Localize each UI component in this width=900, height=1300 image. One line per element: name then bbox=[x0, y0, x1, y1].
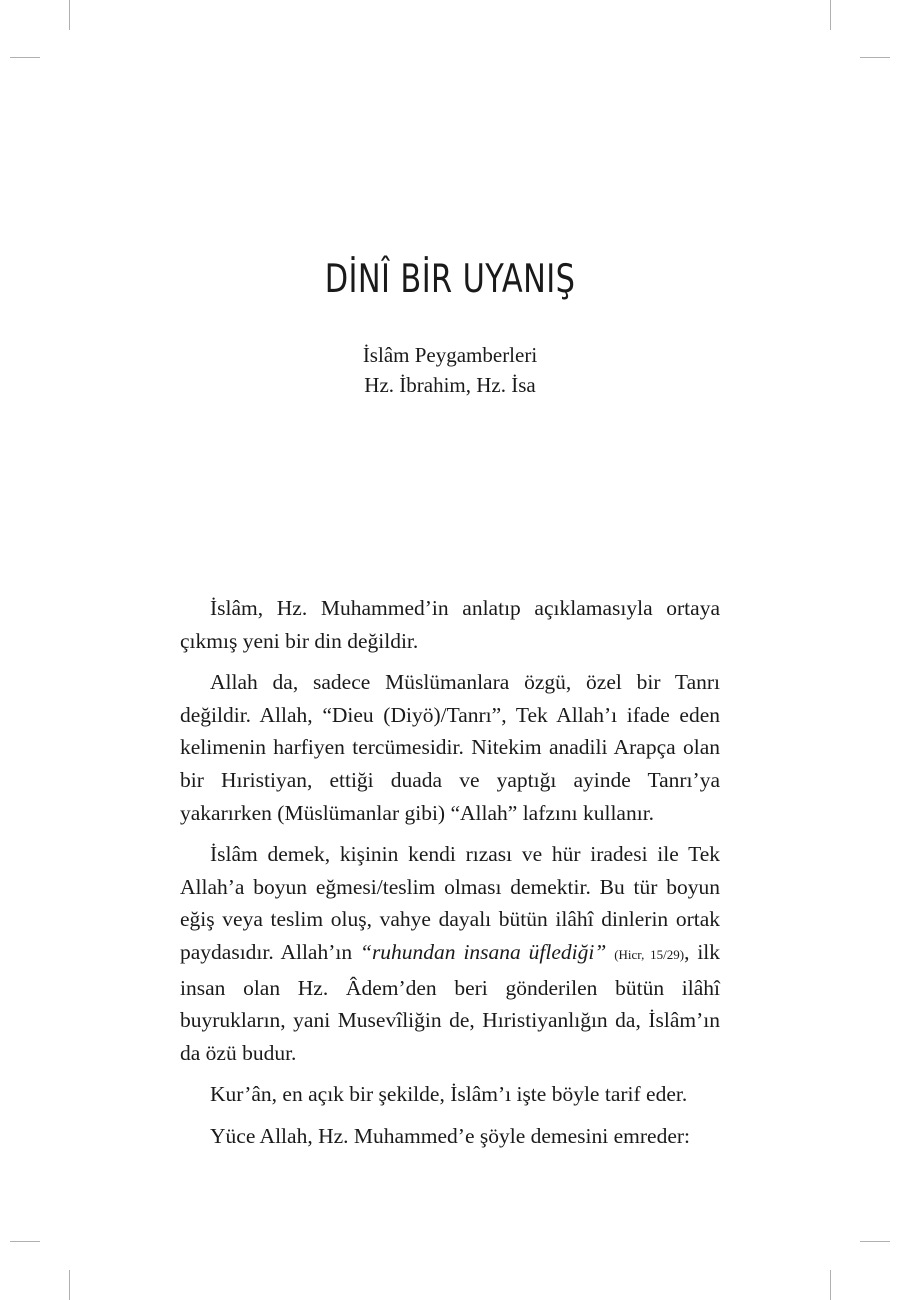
chapter-subtitle bbox=[0, 340, 900, 400]
crop-mark-bottom-left bbox=[69, 1270, 70, 1300]
paragraph-3 bbox=[180, 838, 720, 1069]
paragraph-5: Yüce Allah, Hz. Muhammed’e şöyle demesini emreder: bbox=[210, 1123, 691, 1148]
paragraph-4: Kur’ân, en açık bir şekilde, İslâm’ı işte böyle tarif eder. bbox=[210, 1082, 688, 1107]
chapter-title: DİNÎ BİR UYANIŞ bbox=[324, 257, 576, 302]
crop-mark-top-left bbox=[69, 0, 70, 30]
crop-mark-top-left-h bbox=[10, 57, 40, 58]
verse-reference: (Hicr, 15/29) bbox=[614, 946, 685, 962]
crop-mark-top-right bbox=[830, 0, 831, 30]
paragraph-2: Allah da, sadece Müslümanlara özgü, özel bir Tanrı değildir. Allah, “Dieu (Diyö)/Tanrı”, Tek Allah’ı ifade eden kelimenin harfiyen tercümesidir. Nitekim anadili Arapça olan bir Hıristiyan, ettiği duada ve yaptığı ayinde Tanrı’ya yakarırken (Müslümanlar gibi) “Allah” lafzını kullanır. bbox=[180, 670, 720, 825]
subtitle-line-2: Hz. İbrahim, Hz. İsa bbox=[364, 373, 536, 397]
subtitle-line-1: İslâm Peygamberleri bbox=[362, 343, 538, 367]
paragraph-1: İslâm, Hz. Muhammed’in anlatıp açıklamasıyla ortaya çıkmış yeni bir din değildir. bbox=[180, 596, 720, 653]
crop-mark-bottom-left-h bbox=[10, 1241, 40, 1242]
crop-mark-top-right-h bbox=[860, 57, 890, 58]
paragraph-3-part-1: İslâm demek, kişinin kendi rızası ve hür iradesi ile Tek Allah’a boyun eğmesi/teslim olması demektir. Bu tür boyun eğiş veya teslim oluş, vahye dayalı bütün ilâhî dinlerin ortak paydasıdır. Allah’ın bbox=[180, 842, 720, 964]
crop-mark-bottom-right-h bbox=[860, 1241, 890, 1242]
crop-mark-bottom-right bbox=[830, 1270, 831, 1300]
paragraph-3-part-2: , ilk insan olan Hz. Âdem’den beri gönderilen bütün ilâhî buyrukların, yani Musevîliğin de, Hıristiyanlığın da, İslâm’ın da özü budur. bbox=[180, 939, 721, 1065]
quran-quote: “ruhundan insana üflediği” bbox=[359, 939, 607, 964]
body-text bbox=[180, 592, 720, 1162]
